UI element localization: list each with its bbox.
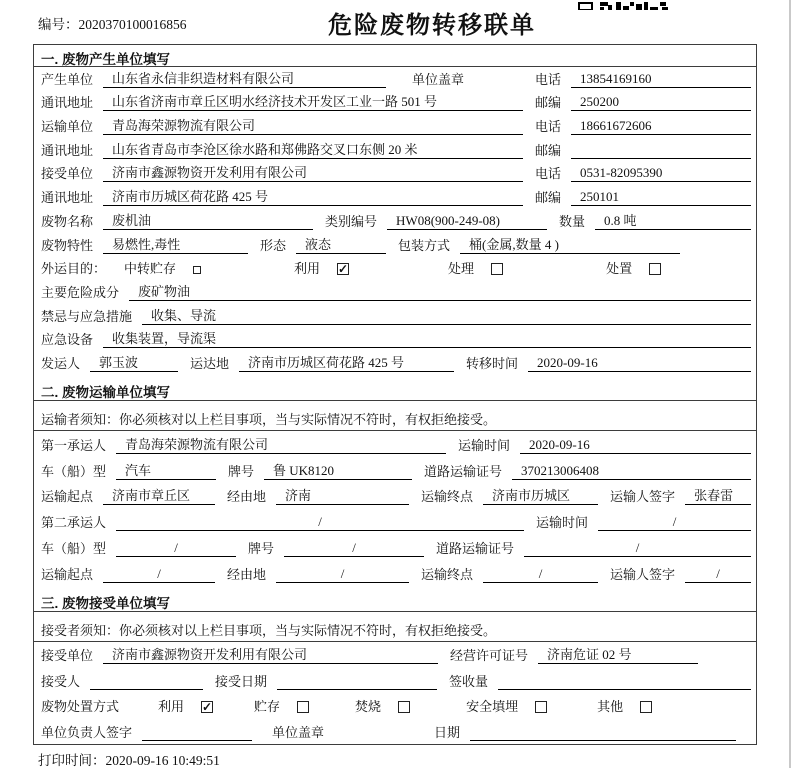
sign-date-value — [470, 725, 736, 741]
emergency-label: 禁忌与应急措施 — [41, 308, 133, 324]
page-edge-divider — [789, 0, 791, 768]
transporter-zip-label: 邮编 — [534, 142, 561, 158]
carrier1-value: 青岛海荣源物流有限公司 — [116, 434, 446, 454]
equipment-label: 应急设备 — [41, 332, 94, 348]
transfer-time-label: 转移时间 — [466, 355, 519, 371]
sign-date-label: 日期 — [434, 724, 461, 740]
unit-seal2-label: 单位盖章 — [272, 724, 325, 740]
purpose-option-dispose-label: 处置 — [606, 261, 633, 277]
receiver-address-row — [39, 185, 751, 209]
destination-value: 济南市历城区荷花路 425 号 — [239, 352, 454, 372]
route2-start-value: / — [103, 566, 215, 583]
producer-zip-label: 邮编 — [534, 95, 561, 111]
shipper-label: 发运人 — [41, 355, 81, 371]
vehicle1-permit-value: 370213006408 — [512, 463, 751, 480]
carrier2-time-value: / — [598, 514, 751, 531]
section2-notice: 运输者须知：你必须核对以上栏目事项，当与实际情况不符时，有权拒绝接受。 — [34, 401, 756, 431]
vehicle1-row — [39, 457, 751, 483]
section1-body — [34, 67, 756, 375]
transporter-value: 青岛海荣源物流有限公司 — [103, 115, 523, 135]
receiver-zip-label: 邮编 — [534, 190, 561, 206]
vehicle2-plate-value: / — [284, 540, 424, 557]
checkbox-transfer-storage — [193, 266, 201, 274]
transporter-phone-label: 电话 — [534, 119, 561, 135]
producer-address-label: 通讯地址 — [41, 95, 94, 111]
section2-body — [34, 431, 756, 586]
carrier1-label: 第一承运人 — [41, 437, 107, 453]
route1-row — [39, 483, 751, 509]
serial-value: 2020370100016856 — [78, 17, 187, 32]
transfer-time-value: 2020-09-16 — [528, 355, 751, 372]
waste-qty-label: 数量 — [559, 213, 586, 229]
waste-traits-value: 易燃性,毒性 — [103, 234, 248, 254]
section2-title: 二. 废物运输单位填写 — [34, 375, 756, 401]
print-time-label: 打印时间： — [38, 753, 106, 768]
purpose-row — [39, 257, 751, 281]
producer-phone-value: 13854169160 — [571, 71, 751, 88]
route2-via-value: / — [276, 566, 409, 583]
hazard-row — [39, 280, 751, 304]
checkbox-utilize — [337, 263, 349, 275]
hazard-value: 废矿物油 — [129, 281, 751, 301]
transporter-label: 运输单位 — [41, 119, 94, 135]
unit-seal-label: 单位盖章 — [412, 71, 465, 87]
accept-person-label: 接受人 — [41, 673, 81, 689]
producer-phone-label: 电话 — [534, 71, 561, 87]
route1-start-value: 济南市章丘区 — [103, 485, 215, 505]
responsible-sign-value — [142, 725, 252, 741]
destination-label: 运达地 — [190, 355, 230, 371]
waste-name-value: 废机油 — [103, 210, 313, 230]
route2-sign-label: 运输人签字 — [610, 566, 676, 582]
vehicle2-type-value: / — [116, 540, 236, 557]
accept-date-value — [277, 674, 437, 690]
signed-qty-label: 签收量 — [449, 673, 489, 689]
receiver-value: 济南市鑫源物资开发利用有限公司 — [103, 162, 523, 182]
disposal-option-utilize-label: 利用 — [158, 699, 185, 715]
shipper-value: 郭玉波 — [90, 352, 178, 372]
vehicle1-type-label: 车（船）型 — [41, 463, 107, 479]
producer-address-value: 山东省济南市章丘区明水经济技术开发区工业一路 501 号 — [103, 91, 523, 111]
section1-title: 一. 废物产生单位填写 — [34, 45, 756, 67]
checkbox-disposal-incinerate — [398, 701, 410, 713]
waste-name-row — [39, 209, 751, 233]
vehicle2-row — [39, 534, 751, 560]
waste-code-label: 类别编号 — [325, 213, 378, 229]
checkbox-disposal-store — [297, 701, 309, 713]
carrier1-time-value: 2020-09-16 — [520, 437, 751, 454]
checkbox-disposal-utilize — [201, 701, 213, 713]
serial-number — [38, 13, 187, 33]
carrier2-row — [39, 508, 751, 534]
responsible-sign-label: 单位负责人签字 — [41, 724, 133, 740]
disposal-option-incinerate-label: 焚烧 — [355, 699, 382, 715]
manifest-form — [33, 44, 757, 745]
waste-name-label: 废物名称 — [41, 213, 94, 229]
qr-code-partial-icon — [578, 0, 668, 10]
route1-end-value: 济南市历城区 — [483, 485, 598, 505]
carrier1-time-label: 运输时间 — [458, 437, 511, 453]
emergency-row — [39, 304, 751, 328]
checkbox-disposal-other — [640, 701, 652, 713]
accept-date-label: 接受日期 — [215, 673, 268, 689]
waste-form-value: 液态 — [296, 234, 386, 254]
receiver-phone-label: 电话 — [534, 166, 561, 182]
receiver-label: 接受单位 — [41, 166, 94, 182]
equipment-row — [39, 328, 751, 352]
carrier2-label: 第二承运人 — [41, 515, 107, 531]
producer-row — [39, 67, 751, 91]
shipper-row — [39, 351, 751, 375]
route2-end-value: / — [483, 566, 598, 583]
producer-zip-value: 250200 — [571, 94, 751, 111]
receiver-zip-value: 250101 — [571, 189, 751, 206]
license-label: 经营许可证号 — [450, 648, 529, 664]
section3-notice: 接受者须知：你必须核对以上栏目事项，当与实际情况不符时，有权拒绝接受。 — [34, 612, 756, 642]
packing-label: 包装方式 — [398, 237, 451, 253]
section3-title: 三. 废物接受单位填写 — [34, 586, 756, 612]
route2-start-label: 运输起点 — [41, 566, 94, 582]
vehicle2-permit-label: 道路运输证号 — [436, 540, 515, 556]
vehicle1-permit-label: 道路运输证号 — [424, 463, 503, 479]
purpose-option-treat-label: 处理 — [448, 261, 475, 277]
waste-qty-value: 0.8 吨 — [595, 210, 751, 230]
print-time-value: 2020-09-16 10:49:51 — [105, 753, 220, 768]
serial-label: 编号： — [38, 17, 79, 32]
waste-form-label: 形态 — [260, 237, 287, 253]
purpose-label: 外运目的： — [41, 261, 107, 277]
producer-value: 山东省永信非织造材料有限公司 — [103, 68, 386, 88]
vehicle1-type-value: 汽车 — [116, 460, 216, 480]
producer-label: 产生单位 — [41, 71, 94, 87]
purpose-option-transfer-storage-label: 中转贮存 — [124, 261, 177, 277]
section3-body — [34, 642, 756, 744]
route2-row — [39, 560, 751, 586]
carrier2-value: / — [116, 514, 524, 531]
route1-via-value: 济南 — [276, 485, 409, 505]
hazard-label: 主要危险成分 — [41, 284, 120, 300]
receiver-address-label: 通讯地址 — [41, 190, 94, 206]
receiver-address-value: 济南市历城区荷花路 425 号 — [103, 186, 523, 206]
transporter-address-label: 通讯地址 — [41, 142, 94, 158]
accept-person-row — [39, 667, 751, 693]
route1-sign-label: 运输人签字 — [610, 489, 676, 505]
receiver-phone-value: 0531-82095390 — [571, 165, 751, 182]
disposal-option-landfill-label: 安全填埋 — [466, 699, 519, 715]
route2-via-label: 经由地 — [227, 566, 267, 582]
carrier1-row — [39, 431, 751, 457]
vehicle2-permit-value: / — [524, 540, 751, 557]
route2-end-label: 运输终点 — [421, 566, 474, 582]
vehicle2-type-label: 车（船）型 — [41, 540, 107, 556]
disposal-label: 废物处置方式 — [41, 699, 120, 715]
transporter-address-row — [39, 138, 751, 162]
route1-via-label: 经由地 — [227, 489, 267, 505]
transporter-zip-value — [571, 143, 751, 159]
accept-person-value — [90, 674, 203, 690]
vehicle1-plate-label: 牌号 — [228, 463, 255, 479]
checkbox-treat — [491, 263, 503, 275]
vehicle2-plate-label: 牌号 — [248, 540, 275, 556]
transporter-row — [39, 114, 751, 138]
checkbox-dispose — [649, 263, 661, 275]
license-value: 济南危证 02 号 — [538, 644, 698, 664]
waste-code-value: HW08(900-249-08) — [387, 213, 547, 230]
purpose-option-utilize-label: 利用 — [294, 261, 321, 277]
route2-sign-value: / — [685, 566, 751, 583]
responsible-sign-row — [39, 718, 751, 744]
accept-unit-value: 济南市鑫源物资开发利用有限公司 — [103, 644, 438, 664]
equipment-value: 收集装置，导流渠 — [103, 328, 751, 348]
carrier2-time-label: 运输时间 — [536, 515, 589, 531]
receiver-row — [39, 162, 751, 186]
waste-traits-label: 废物特性 — [41, 237, 94, 253]
accept-unit-label: 接受单位 — [41, 648, 94, 664]
transporter-phone-value: 18661672606 — [571, 118, 751, 135]
disposal-option-store-label: 贮存 — [254, 699, 281, 715]
packing-value: 桶(金属,数量 4 ) — [460, 234, 680, 254]
page-title: 危险废物转移联单 — [328, 12, 536, 39]
print-time — [38, 749, 220, 769]
vehicle1-plate-value: 鲁 UK8120 — [264, 460, 412, 480]
route1-start-label: 运输起点 — [41, 489, 94, 505]
emergency-value: 收集、导流 — [142, 305, 751, 325]
checkbox-disposal-landfill — [535, 701, 547, 713]
waste-traits-row — [39, 233, 751, 257]
signed-qty-value — [498, 674, 751, 690]
producer-address-row — [39, 91, 751, 115]
route1-end-label: 运输终点 — [421, 489, 474, 505]
accept-unit-row — [39, 642, 751, 668]
route1-sign-value: 张春雷 — [685, 485, 751, 505]
transporter-address-value: 山东省青岛市李沧区徐水路和郑佛路交叉口东侧 20 米 — [103, 139, 523, 159]
disposal-row — [39, 693, 751, 719]
disposal-option-other-label: 其他 — [597, 699, 624, 715]
